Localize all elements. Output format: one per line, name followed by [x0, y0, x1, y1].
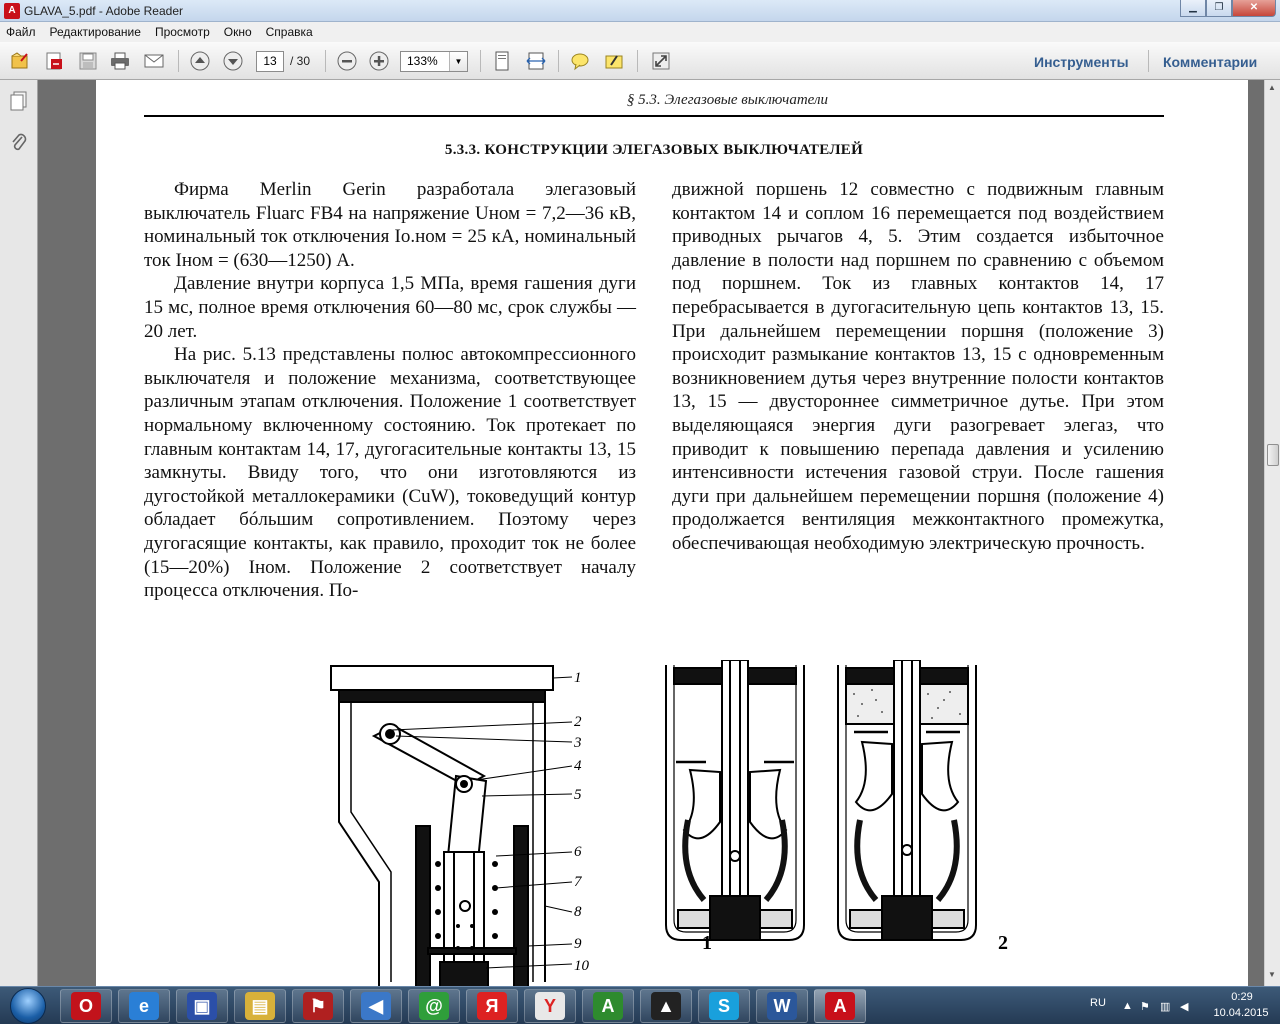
menu-help[interactable]: Справка — [265, 25, 313, 39]
menu-bar — [0, 22, 1280, 42]
tools-panel-button[interactable]: Инструменты — [1034, 54, 1129, 70]
menu-file[interactable]: Файл — [6, 25, 36, 39]
taskbar-app-adobe-reader[interactable] — [814, 989, 866, 1023]
zoom-select[interactable] — [400, 51, 468, 72]
yandex-browser-icon: Y — [535, 992, 565, 1020]
attachments-icon[interactable] — [9, 132, 29, 154]
running-head: § 5.3. Элегазовые выключатели — [626, 92, 828, 108]
pdf-page — [96, 80, 1248, 986]
save-icon[interactable] — [76, 50, 100, 72]
system-tray — [1082, 987, 1280, 1024]
toolbar-separator — [178, 50, 179, 72]
volume-icon[interactable]: ◀ — [1180, 1001, 1189, 1013]
scroll-up-icon[interactable]: ▲ — [1268, 83, 1276, 92]
menu-edit[interactable]: Редактирование — [49, 25, 141, 39]
highlight-icon[interactable] — [602, 50, 626, 72]
toolbar-separator — [1148, 50, 1149, 72]
callout-label: 8 — [574, 904, 582, 920]
paragraph: движной поршень 12 совместно с подвижным главным контактом 14 и соплом 16 перемещается под воздействием приводных рычагов 4, 5. Этим создается избыточное давление в полости над поршнем по сравнению с объемом под поршнем. Ток из главных контактов 14, 17 перебрасывается в дугогасительную цепь контактов 13, 15. При дальнейшем перемещении поршня (положение 3) происходит размыкание контактов 13, 15 с одновременным возникновением дутья через внутренние полости контактов 13, 15 — двустороннее симметричное дутье. При этом выделяющаяся энергия дуги разогревает элегаз, что приводит к повышению перепада давления и усилению интенсивности истечения газовой струи. После гашения дуги при дальнейшем перемещении поршня (положение 4) продолжается вентиляция межконтактного промежутка, обеспечивающая необходимую электрическую прочность. — [672, 179, 1164, 554]
taskbar-app-explorer[interactable] — [234, 989, 286, 1023]
callout-label: 9 — [574, 936, 582, 952]
chevron-down-icon[interactable]: ▼ — [449, 52, 467, 71]
text-column-left — [144, 178, 636, 603]
taskbar-app-mail[interactable] — [408, 989, 460, 1023]
daemon-icon: ▲ — [651, 992, 681, 1020]
previous-page-icon[interactable] — [188, 50, 212, 72]
fit-page-icon[interactable] — [490, 50, 514, 72]
page-thumbnails-icon[interactable] — [9, 90, 29, 112]
save-icon: ▣ — [187, 992, 217, 1020]
navigation-pane — [0, 80, 38, 986]
windows-logo-icon — [10, 988, 46, 1024]
taskbar-app-daemon[interactable] — [640, 989, 692, 1023]
fit-width-icon[interactable] — [524, 50, 548, 72]
window-title: GLAVA_5.pdf - Adobe Reader — [24, 4, 183, 18]
taskbar-app-opera[interactable] — [60, 989, 112, 1023]
create-pdf-icon[interactable] — [42, 50, 66, 72]
taskbar-app-sound[interactable] — [350, 989, 402, 1023]
fullscreen-icon[interactable] — [649, 50, 673, 72]
page-total: / 30 — [290, 54, 311, 68]
print-icon[interactable] — [108, 50, 132, 72]
callout-label: 4 — [574, 758, 582, 774]
green-app-icon: A — [593, 992, 623, 1020]
network-icon[interactable]: ▥ — [1160, 1001, 1171, 1013]
paragraph: На рис. 5.13 представлены полюс автокомпрессионного выключателя и положение механизма, соответствующее различным этапам отключения. Положение 1 соответствует нормальному включенному состоянию. Ток протекает по главным контактам 14, 17, дугогасительные контакты 13, 15 замкнуты. Ввиду того, что они изготовляются из дугостойкой металлокерамики (CuW), токоведущий контур обладает бóльшим сопротивлением. Поэтому через дугогасящие контакты, как правило, проходит ток не более (15—20%) Iном. Положение 2 соответствует началу процесса отключения. По- — [144, 344, 636, 602]
toolbar-separator — [637, 50, 638, 72]
restore-button[interactable]: ❐ — [1206, 0, 1232, 17]
menu-window[interactable]: Окно — [223, 25, 252, 39]
position-label: 1 — [702, 932, 712, 954]
close-button[interactable]: ✕ — [1232, 0, 1276, 17]
vertical-scrollbar[interactable] — [1264, 80, 1280, 986]
taskbar — [0, 986, 1280, 1024]
section-title: 5.3.3. КОНСТРУКЦИИ ЭЛЕГАЗОВЫХ ВЫКЛЮЧАТЕЛЕЙ — [444, 142, 864, 158]
clock-date[interactable]: 10.04.2015 — [1213, 1007, 1269, 1019]
explorer-icon: ▤ — [245, 992, 275, 1020]
clock-time[interactable]: 0:29 — [1231, 991, 1253, 1003]
zoom-value: 133% — [407, 54, 438, 68]
taskbar-app-skype[interactable] — [698, 989, 750, 1023]
paragraph: Давление внутри корпуса 1,5 МПа, время гашения дуги 15 мс, полное время отключения 60—80 мс, срок службы — 20 лет. — [144, 273, 636, 342]
pole-position-1-figure — [660, 660, 810, 960]
callout-label: 10 — [574, 958, 589, 974]
toolbar-separator — [325, 50, 326, 72]
paragraph: Фирма Merlin Gerin разработала элегазовый выключатель Fluarc FB4 на напряжение Uном = 7,2—36 кВ, номинальный ток отключения Iо.ном = 25 кА, номинальный ток Iном = (630—1250) А. — [144, 179, 636, 271]
document-viewport[interactable] — [38, 80, 1264, 986]
skype-icon: S — [709, 992, 739, 1020]
show-hidden-icons-icon[interactable]: ▲ — [1122, 1000, 1133, 1012]
mail-icon: @ — [419, 992, 449, 1020]
start-button[interactable] — [4, 987, 52, 1024]
taskbar-app-word[interactable] — [756, 989, 808, 1023]
taskbar-app-ie[interactable] — [118, 989, 170, 1023]
zoom-out-icon[interactable] — [335, 50, 359, 72]
callout-label: 3 — [574, 735, 582, 751]
adobe-reader-icon: A — [825, 992, 855, 1020]
header-rule — [144, 115, 1164, 117]
position-label: 2 — [998, 932, 1008, 954]
pole-position-2-figure — [832, 660, 982, 960]
email-icon[interactable] — [142, 50, 166, 72]
yandex-icon: Я — [477, 992, 507, 1020]
opera-icon: O — [71, 992, 101, 1020]
page-number-input[interactable]: 13 — [256, 51, 284, 72]
scroll-down-icon[interactable]: ▼ — [1268, 970, 1276, 979]
word-icon: W — [767, 992, 797, 1020]
taskbar-app-green-app[interactable] — [582, 989, 634, 1023]
acrobat-x-icon: ⚑ — [303, 992, 333, 1020]
taskbar-app-save[interactable] — [176, 989, 228, 1023]
callout-label: 6 — [574, 844, 582, 860]
breaker-mechanism-figure — [316, 656, 606, 986]
zoom-in-icon[interactable] — [367, 50, 391, 72]
comments-panel-button[interactable]: Комментарии — [1163, 54, 1258, 70]
next-page-icon[interactable] — [221, 50, 245, 72]
title-bar — [0, 0, 1280, 22]
minimize-button[interactable]: ▁ — [1180, 0, 1206, 17]
toolbar-separator — [558, 50, 559, 72]
callout-label: 5 — [574, 787, 582, 803]
callout-label: 7 — [574, 874, 582, 890]
taskbar-app-yandex-browser[interactable] — [524, 989, 576, 1023]
toolbar — [0, 42, 1280, 80]
action-center-icon[interactable]: ⚑ — [1140, 1001, 1150, 1013]
scrollbar-thumb[interactable] — [1267, 444, 1279, 466]
text-column-right — [672, 178, 1164, 556]
callout-label: 2 — [574, 714, 582, 730]
ie-icon: e — [129, 992, 159, 1020]
taskbar-app-acrobat-x[interactable] — [292, 989, 344, 1023]
open-file-icon[interactable] — [8, 50, 32, 72]
comment-icon[interactable] — [568, 50, 592, 72]
taskbar-app-yandex[interactable] — [466, 989, 518, 1023]
callout-label: 1 — [574, 670, 582, 686]
adobe-reader-icon: A — [4, 3, 20, 19]
language-indicator[interactable]: RU — [1090, 997, 1106, 1009]
sound-icon: ◀ — [361, 992, 391, 1020]
toolbar-separator — [480, 50, 481, 72]
menu-view[interactable]: Просмотр — [154, 25, 210, 39]
